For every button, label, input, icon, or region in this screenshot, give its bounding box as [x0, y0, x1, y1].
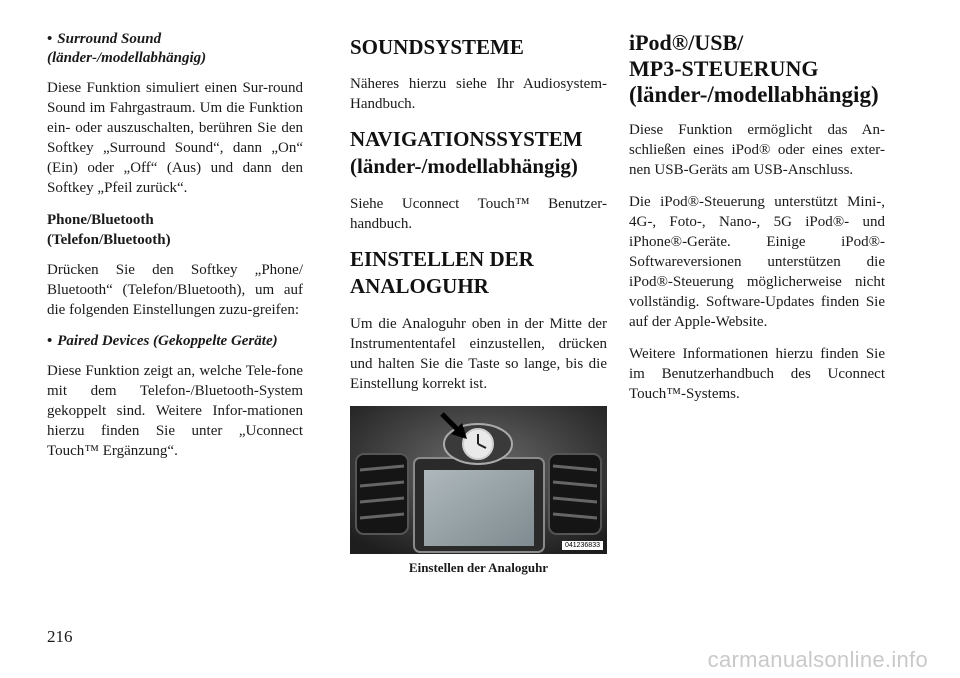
heading-line: EINSTELLEN DER: [350, 247, 534, 271]
bullet-surround-sound: [47, 30, 303, 68]
paragraph-ipod-support: Die iPod®-Steuerung unterstützt Mini-, 4G-, Foto-, Nano-, 5G iPod®- und iPhone®-Geräte. Einige iPod®-Softwareversionen unterstützen die iPod®-Steuerung möglicherweise nicht vollständig. Software-Updates finden Sie auf der Apple-Website.: [629, 194, 885, 330]
subheading-line: Phone/Bluetooth: [47, 212, 154, 228]
paragraph-paired: Diese Funktion zeigt an, welche Tele-fone mit dem Telefon-/Bluetooth-System gekoppelt sind. Weitere Infor-mationen hierzu finden Sie unter „Uconnect Touch™ Ergänzung“.: [47, 363, 303, 459]
paragraph-sound: Näheres hierzu siehe Ihr Audiosystem-Handbuch.: [350, 76, 607, 112]
analog-clock-icon: [463, 429, 493, 459]
figure-caption: Einstellen der Analoguhr: [408, 560, 549, 575]
dashboard-illustration: [350, 406, 607, 554]
heading-line: ANALOGUHR: [350, 274, 489, 298]
paragraph-surround: Diese Funktion simuliert einen Sur-round Sound im Fahrgastraum. Um die Funktion ein- oder auszuschalten, berühren Sie den Softkey „Surround Sound“, dann „On“ (Ein) oder „Off“ (Aus) und dann den Softkey „Pfeil zurück“.: [47, 80, 303, 196]
paragraph-navigation: Siehe Uconnect Touch™ Benutzer-handbuch.: [350, 196, 607, 232]
paragraph-phone: Drücken Sie den Softkey „Phone/ Bluetooth“ (Telefon/Bluetooth), um auf die folgenden Einstellungen zuzu-greifen:: [47, 262, 303, 318]
watermark: carmanualsonline.info: [707, 647, 928, 672]
column-right: [629, 30, 885, 416]
bullet-title: Surround Sound: [57, 31, 162, 47]
column-middle: [350, 30, 607, 576]
subheading-phone-bluetooth: [47, 210, 303, 250]
heading-line: iPod®/USB/: [629, 30, 744, 55]
heading-soundsysteme: SOUNDSYSTEME: [350, 35, 524, 59]
figure-analog-clock-photo: [350, 406, 607, 554]
heading-analoguhr: [350, 246, 607, 300]
bullet-subtitle: (länder-/modellabhängig): [47, 50, 207, 66]
heading-line: MP3-STEUERUNG: [629, 56, 819, 81]
heading-navigationssystem: [350, 126, 607, 180]
bullet-paired-devices: [47, 332, 303, 351]
heading-ipod-usb-mp3: [629, 30, 885, 108]
bullet-icon: •: [47, 31, 53, 47]
heading-line: (länder-/modellabhängig): [629, 82, 879, 107]
subheading-line: (Telefon/Bluetooth): [47, 232, 171, 248]
right-air-vent: [549, 454, 601, 534]
heading-line: NAVIGATIONSSYSTEM: [350, 127, 583, 151]
touch-screen: [424, 470, 534, 546]
bullet-title: Paired Devices (Gekoppelte Geräte): [57, 333, 278, 349]
left-air-vent: [356, 454, 408, 534]
paragraph-analoguhr: Um die Analoguhr oben in der Mitte der Instrumententafel einzustellen, drücken und halten Sie die Taste so lange, bis die Einstellung korrekt ist.: [350, 316, 607, 392]
column-left: [47, 30, 303, 473]
bullet-icon: •: [47, 333, 53, 349]
page-number: 216: [47, 627, 73, 646]
figure-code: 041236833: [562, 541, 603, 550]
heading-line: (länder-/modellabhängig): [350, 154, 578, 178]
paragraph-ipod-intro: Diese Funktion ermöglicht das An-schließen eines iPod® oder eines exter-nen USB-Geräts am USB-Anschluss.: [629, 122, 885, 178]
paragraph-ipod-more-info: Weitere Informationen hierzu finden Sie im Benutzerhandbuch des Uconnect Touch™-Systems.: [629, 346, 885, 402]
